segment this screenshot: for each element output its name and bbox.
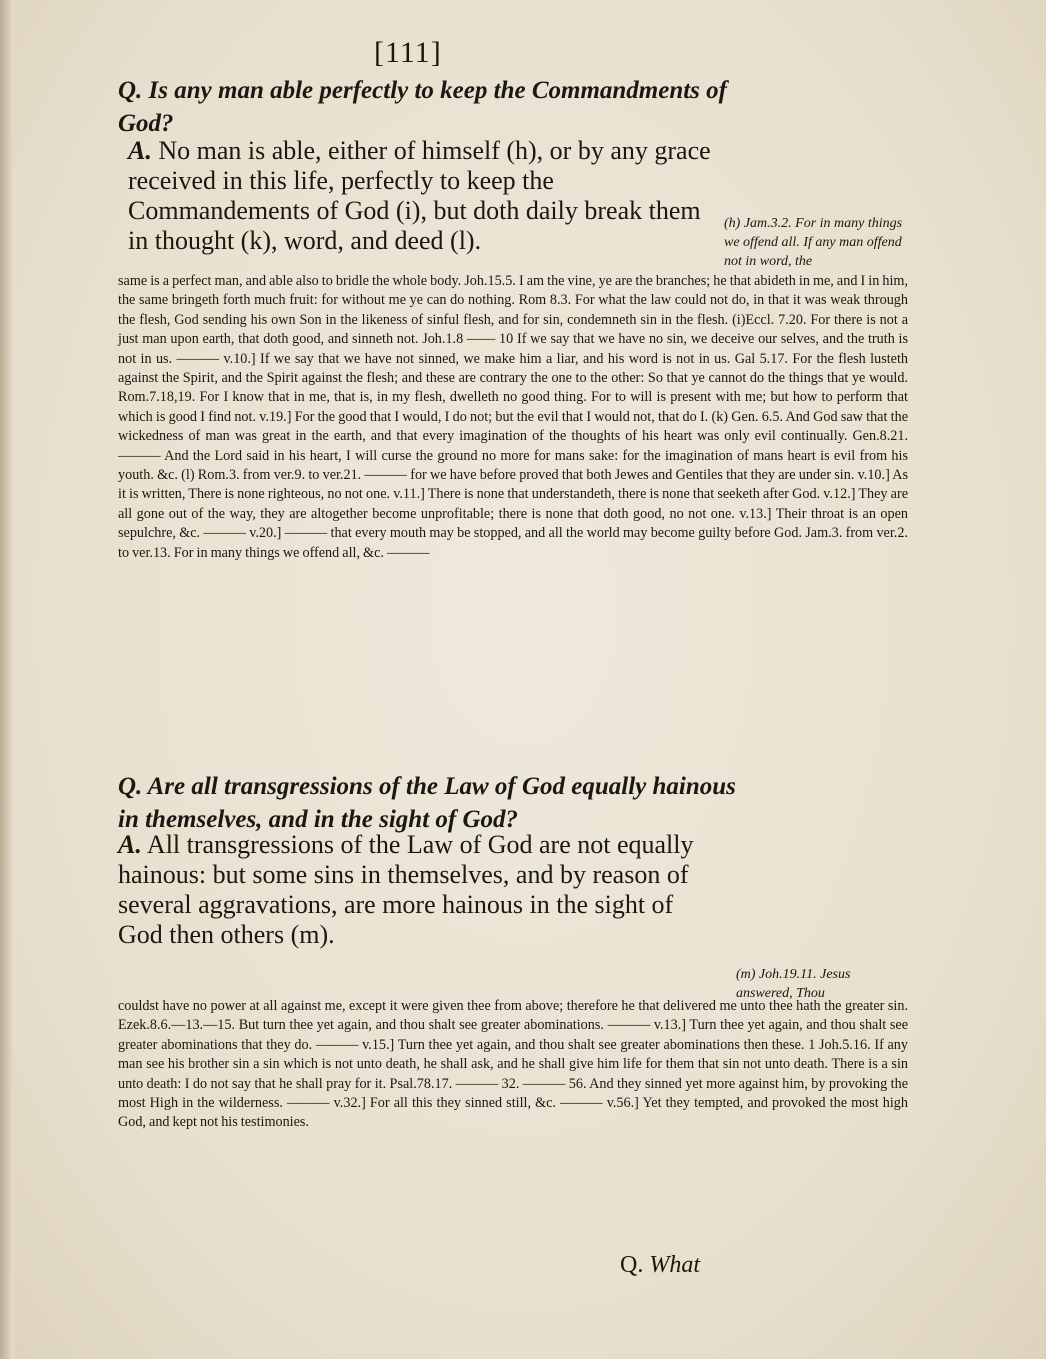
question-1: Q. Is any man able perfectly to keep the Commandments of God? (118, 77, 727, 137)
marginal-note-1: (h) Jam.3.2. For in many things we offend all. If any man offend not in word, the (724, 216, 903, 269)
answer-1-lead: A. (128, 136, 152, 165)
answer-1 (128, 136, 718, 256)
catchword (620, 1252, 700, 1279)
marginal-note-2: (m) Joh.19.11. Jesus answered, Thou (736, 967, 851, 1001)
answer-2-text: All transgressions of the Law of God are not equally hainous: but some sins in themselves, and by reason of several aggravations, are more hainous in the sight of God then others (m). (118, 830, 694, 949)
answer-1-text: No man is able, either of himself (h), or by any grace received in this life, perfectly to keep the Commandements of God (i), but doth daily break them in thought (k), word, and deed (l). (128, 136, 711, 255)
catchword-word: What (649, 1252, 701, 1278)
page-gutter-shadow (0, 0, 14, 1359)
answer-2-lead: A. (118, 830, 142, 859)
page-number: [111] (374, 36, 442, 69)
answer-2 (118, 830, 718, 950)
catchword-prefix: Q. (620, 1252, 644, 1278)
proof-text-2: couldst have no power at all against me, except it were given thee from above; therefore he that delivered me unto thee hath the greater sin. Ezek.8.6.—13.—15. But turn thee yet again, and thou shalt see greater abominations. ——— v.13.] Turn thee yet again, and thou shalt see greater abominations that they do. ——— v.15.] Turn thee yet again, and thou shalt see greater abominations then these. 1 Joh.5.16. If any man see his brother sin a sin which is not unto death, he shall ask, and he shall give him life for them that sin not unto death. There is a sin unto death: I do not say that he shall pray for it. Psal.78.17. ——— 32. ——— 56. And they sinned yet more against him, by provoking the most High in the wilderness. ——— v.32.] For all this they sinned still, &c. ——— v.56.] Yet they tempted, and provoked the most high God, and kept not his testimonies. (118, 998, 908, 1131)
proof-text-1: same is a perfect man, and able also to bridle the whole body. Joh.15.5. I am the vine, ye are the branches; he that abideth in me, and I in him, the same bringeth forth much fruit: for without me ye can do nothing. Rom 8.3. For what the law could not do, in that it was weak through the flesh, God sending his own Son in the likeness of sinful flesh, and for sin, condemneth sin in the flesh. (i)Eccl. 7.20. For there is not a just man upon earth, that doth good, and sinneth not. Joh.1.8 —— 10 If we say that we have no sin, we deceive our selves, and the truth is not in us. ——— v.10.] If we say that we have not sinned, we make him a liar, and his word is not in us. Gal 5.17. For the flesh lusteth against the Spirit, and the Spirit against the flesh; and these are contrary the one to the other: So that ye cannot do the things that ye would. Rom.7.18,19. For I know that in me, that is, in my flesh, dwelleth no good thing. For to will is present with me; but how to perform that which is good I find not. v.19.] For the good that I would, I do not; but the evil that I would not, that do I. (k) Gen. 6.5. And God saw that the wickedness of man was great in the earth, and that every imagination of the thoughts of his heart was only evil continually. Gen.8.21. ——— And the Lord said in his heart, I will curse the ground no more for mans sake: for the imagination of mans heart is evil from his youth. &c. (l) Rom.3. from ver.9. to ver.21. ——— for we have before proved that both Jewes and Gentiles that they are under sin. v.10.] As it is written, There is none righteous, no not one. v.11.] There is none that understandeth, there is none that seeketh after God. v.12.] They are all gone out of the way, they are altogether become unprofitable; there is none that doth good, no not one. v.13.] Their throat is an open sepulchre, &c. ——— v.20.] ——— that every mouth may be stopped, and all the world may become guilty before God. Jam.3. from ver.2. to ver.13. For in many things we offend all, &c. ——— (118, 273, 908, 561)
question-2: Q. Are all transgressions of the Law of God equally hainous in themselves, and in the sight of God? (118, 773, 736, 833)
